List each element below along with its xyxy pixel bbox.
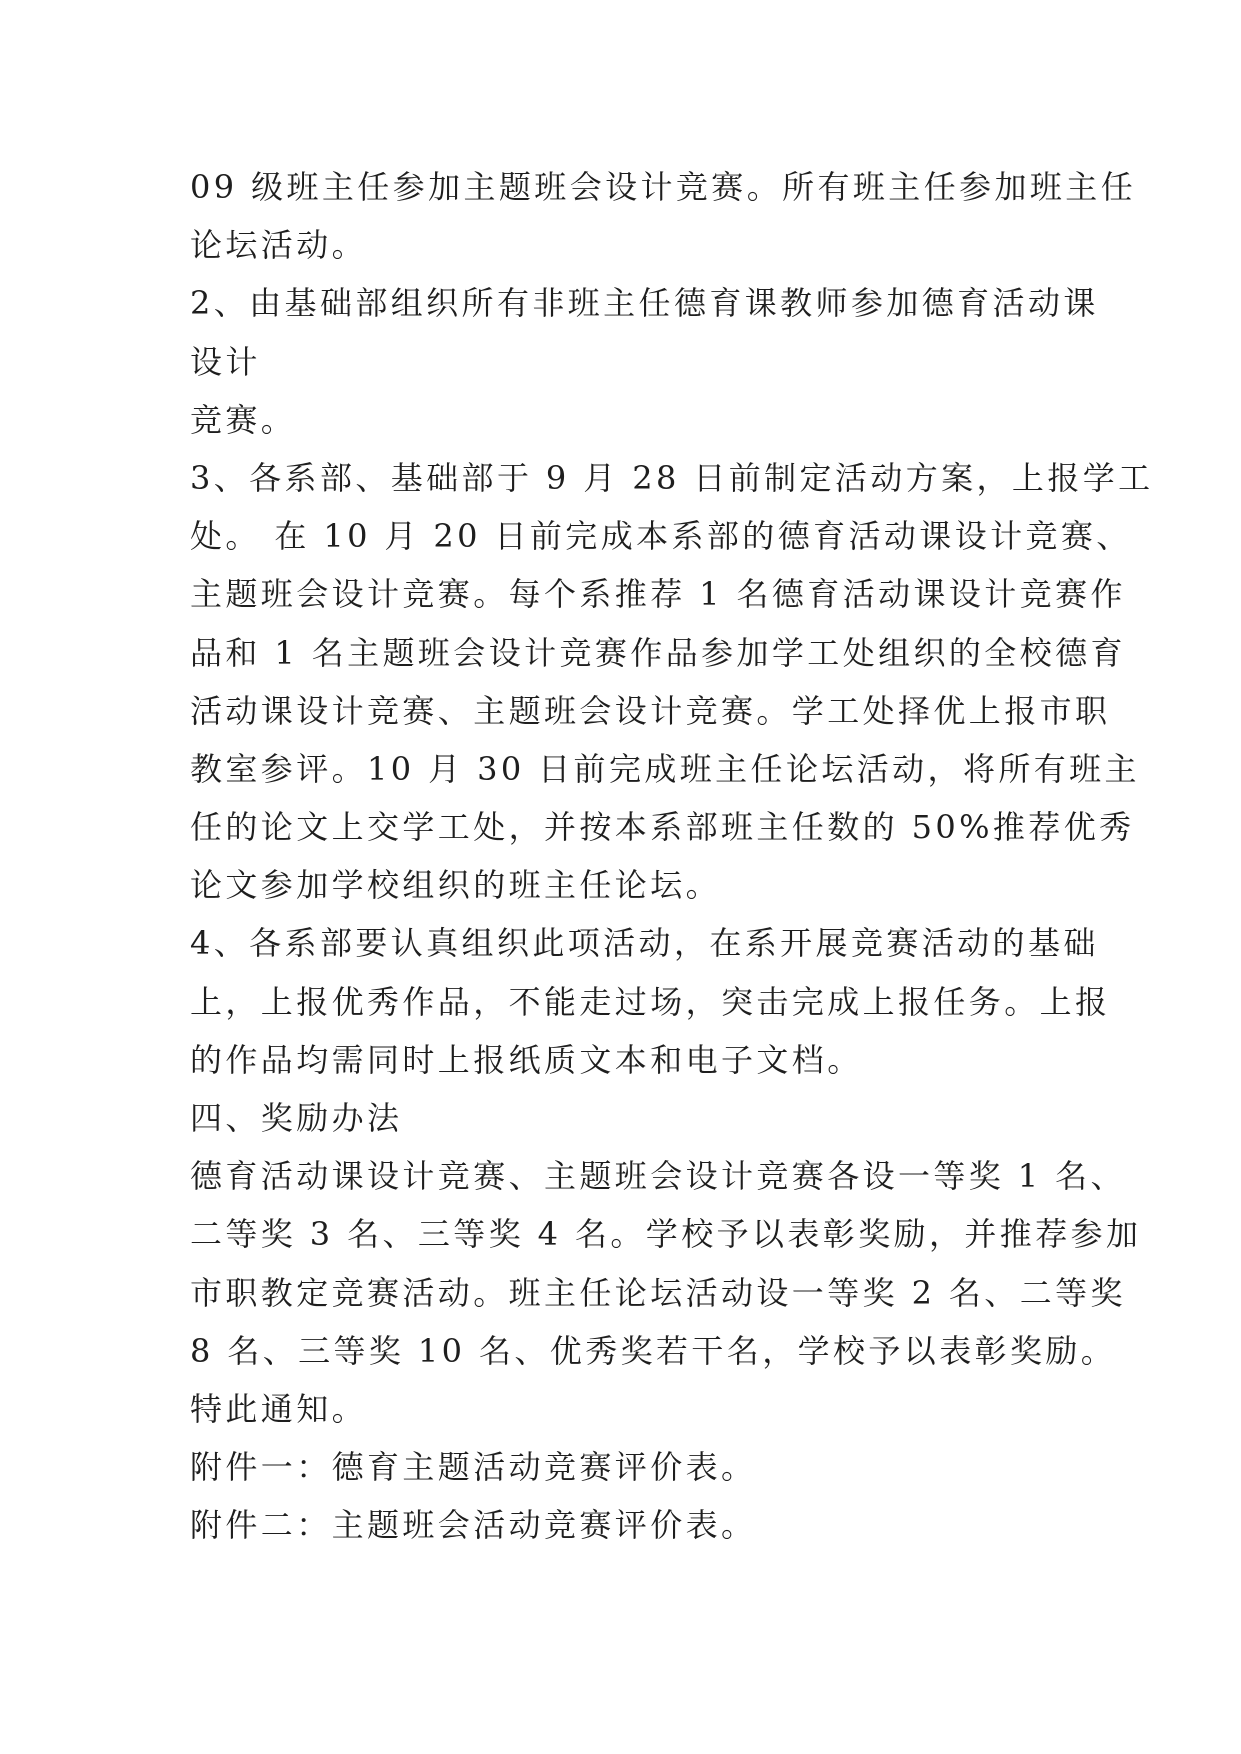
attachment-line: 附件二：主题班会活动竞赛评价表。 [190, 1506, 757, 1545]
text-line: 论文参加学校组织的班主任论坛。 [190, 866, 722, 905]
text-line: 2、由基础部组织所有非班主任德育课教师参加德育活动课 [190, 284, 1099, 323]
text-line: 3、各系部、基础部于 9 月 28 日前制定活动方案，上报学工 [190, 458, 1154, 497]
text-line: 德育活动课设计竞赛、主题班会设计竞赛各设一等奖 1 名、 [190, 1157, 1126, 1196]
text-line: 8 名、三等奖 10 名、优秀奖若干名，学校予以表彰奖励。 [190, 1331, 1117, 1370]
section-heading: 四、奖励办法 [190, 1099, 403, 1137]
text-line: 4、各系部要认真组织此项活动，在系开展竞赛活动的基础 [190, 924, 1099, 963]
text-line: 的作品均需同时上报纸质文本和电子文档。 [190, 1040, 863, 1079]
document-body [190, 158, 1154, 1555]
text-line: 市职教定竞赛活动。班主任论坛活动设一等奖 2 名、二等奖 [190, 1273, 1126, 1312]
text-line: 处。 在 10 月 20 日前完成本系部的德育活动课设计竞赛、 [190, 517, 1132, 556]
text-line: 设计 [190, 342, 261, 381]
text-line: 上，上报优秀作品，不能走过场，突击完成上报任务。上报 [190, 982, 1111, 1021]
text-line: 任的论文上交学工处，并按本系部班主任数的 50%推荐优秀 [190, 808, 1135, 847]
text-line: 二等奖 3 名、三等奖 4 名。学校予以表彰奖励，并推荐参加 [190, 1215, 1142, 1254]
attachment-line: 附件一：德育主题活动竞赛评价表。 [190, 1448, 757, 1487]
text-line: 09 级班主任参加主题班会设计竞赛。所有班主任参加班主任 [190, 168, 1137, 206]
text-line: 竞赛。 [190, 400, 297, 439]
text-line: 论坛活动。 [190, 226, 368, 265]
text-line: 主题班会设计竞赛。每个系推荐 1 名德育活动课设计竞赛作 [190, 575, 1126, 614]
text-line: 特此通知。 [190, 1389, 368, 1428]
text-line: 教室参评。10 月 30 日前完成班主任论坛活动，将所有班主 [190, 749, 1140, 788]
text-line: 品和 1 名主题班会设计竞赛作品参加学工处组织的全校德育 [190, 633, 1126, 672]
text-line: 活动课设计竞赛、主题班会设计竞赛。学工处择优上报市职 [190, 691, 1111, 730]
